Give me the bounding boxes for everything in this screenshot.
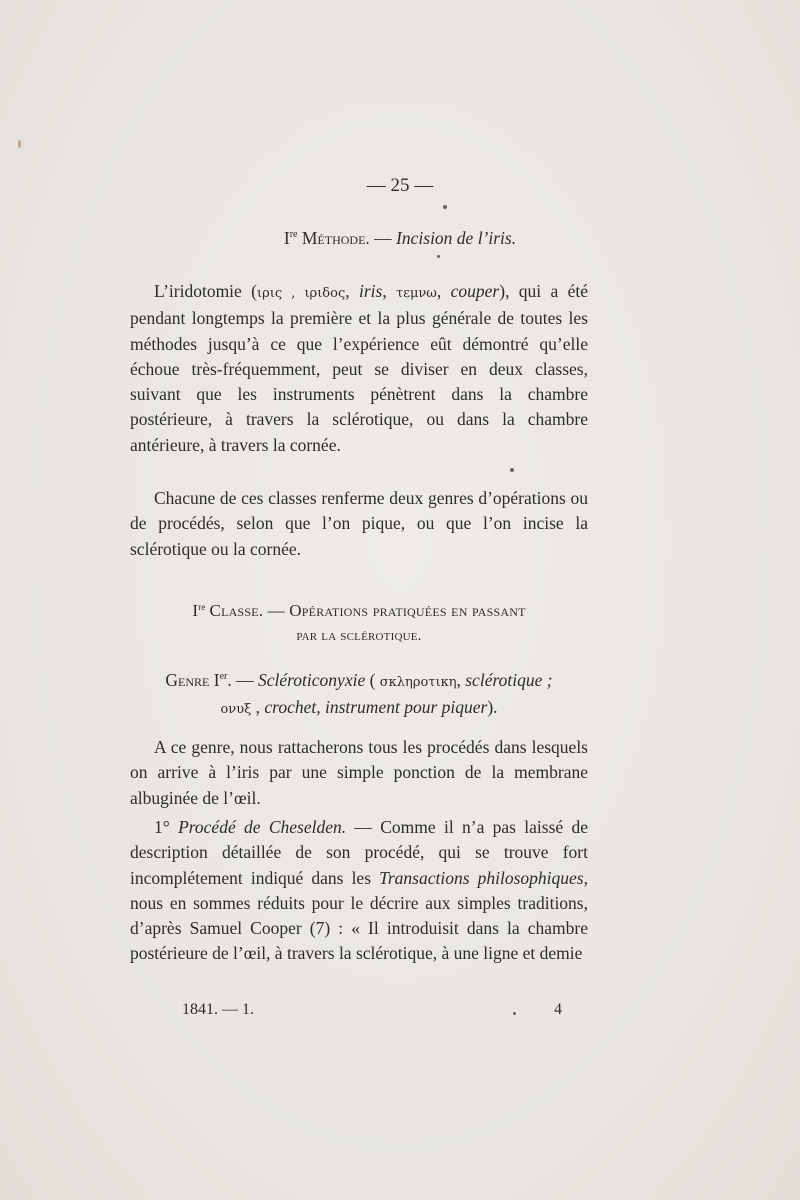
paragraph-iridotomie (130, 279, 588, 458)
classe-numeral-sup: re (198, 602, 206, 612)
p1-greek-temno: τεμνω (396, 286, 437, 301)
method-title: Incision de l’iris. (396, 228, 517, 248)
genre-open: ( (365, 669, 380, 690)
p4-text1: — Comme il n’a pas laissé de description détaillée de son procédé, qui se trouve fort incomplétement indiqué dans les (130, 817, 588, 888)
page-footer (182, 1001, 562, 1019)
genre-close: ). (487, 697, 498, 718)
genre-sup: er (219, 671, 228, 682)
paper-speck (510, 468, 514, 472)
method-numeral: I (283, 228, 290, 248)
p4-procede: Procédé de Cheselden. (178, 817, 347, 837)
genre-greek-skleros: σκληροτικη (379, 674, 457, 690)
p1-couper: couper (450, 281, 500, 301)
p4-transactions: Transactions philosophiques (379, 867, 584, 888)
signature-mark: 1841. — 1. (182, 1001, 254, 1018)
genre-dash: . — (227, 669, 258, 690)
sheet-number: 4 (554, 1001, 562, 1018)
paragraph-genre (130, 735, 588, 811)
genre-label: Genre I (165, 669, 220, 690)
classe-line2: par la sclérotique. (296, 628, 422, 644)
p3-text: A ce genre, nous rattacherons tous les procédés dans lesquels on arrive à l’iris par une simple ponction de la membrane albuginée de l’œil. (130, 737, 588, 808)
paper-speck (437, 255, 440, 258)
classe-line1 (130, 595, 588, 624)
paper-speck (18, 140, 21, 148)
classe-line1-text: Classe. — Opérations pratiquées en passant (209, 601, 526, 620)
paragraph-classes (130, 486, 588, 562)
classe-numeral: I (192, 601, 199, 620)
p4-number: 1° (154, 817, 170, 837)
p1-rest: ), qui a été pendant longtemps la première et la plus générale de toutes les méthodes jusqu’à ce que l’expérience eût démontré qu’elle échoue très-fréquemment, peut se diviser en deux classes, suivant que les instruments pénètrent dans la chambre postérieure, à travers la sclérotique, ou dans la chambre antérieure, à travers la cornée. (130, 281, 589, 455)
p1-sep: , (382, 281, 397, 301)
method-heading (0, 228, 800, 249)
genre-term: Scléroticonyxie (258, 669, 366, 690)
genre-definition: crochet, instrument pour piquer (264, 697, 488, 718)
genre-sep: , (456, 669, 466, 690)
p2-text: Chacune de ces classes renferme deux genres d’opérations ou de procédés, selon que l’on pique, ou que l’on incise la sclérotique ou la cornée. (130, 488, 588, 559)
paragraph-cheselden (130, 815, 588, 967)
genre-greek-onyx: ονυξ (220, 702, 252, 718)
paper-speck (443, 205, 447, 209)
p4-text2: , nous en sommes réduits pour le décrire aux simples traditions, d’après Samuel Cooper (7) : « Il introduisit dans la chambre postérieure de l’œil, à travers la sclérotique, à une ligne et demie (130, 867, 588, 964)
method-dash: — (369, 228, 397, 248)
p1-sep: , (345, 281, 359, 301)
genre-heading (130, 664, 588, 722)
p1-greek-iris: ιρις , ιριδος (257, 286, 346, 301)
page-number: — 25 — (366, 175, 434, 196)
genre-sep: , (251, 697, 265, 718)
method-numeral-sup: re (289, 229, 298, 241)
method-word: Méthode. (301, 228, 370, 248)
p1-iris: iris (358, 281, 383, 301)
classe-heading (130, 595, 588, 648)
genre-sclerotique: sclérotique ; (465, 669, 553, 690)
p1-intro: L’iridotomie ( (154, 281, 257, 301)
paper-speck (513, 1012, 516, 1015)
p1-sep: , (436, 281, 451, 301)
